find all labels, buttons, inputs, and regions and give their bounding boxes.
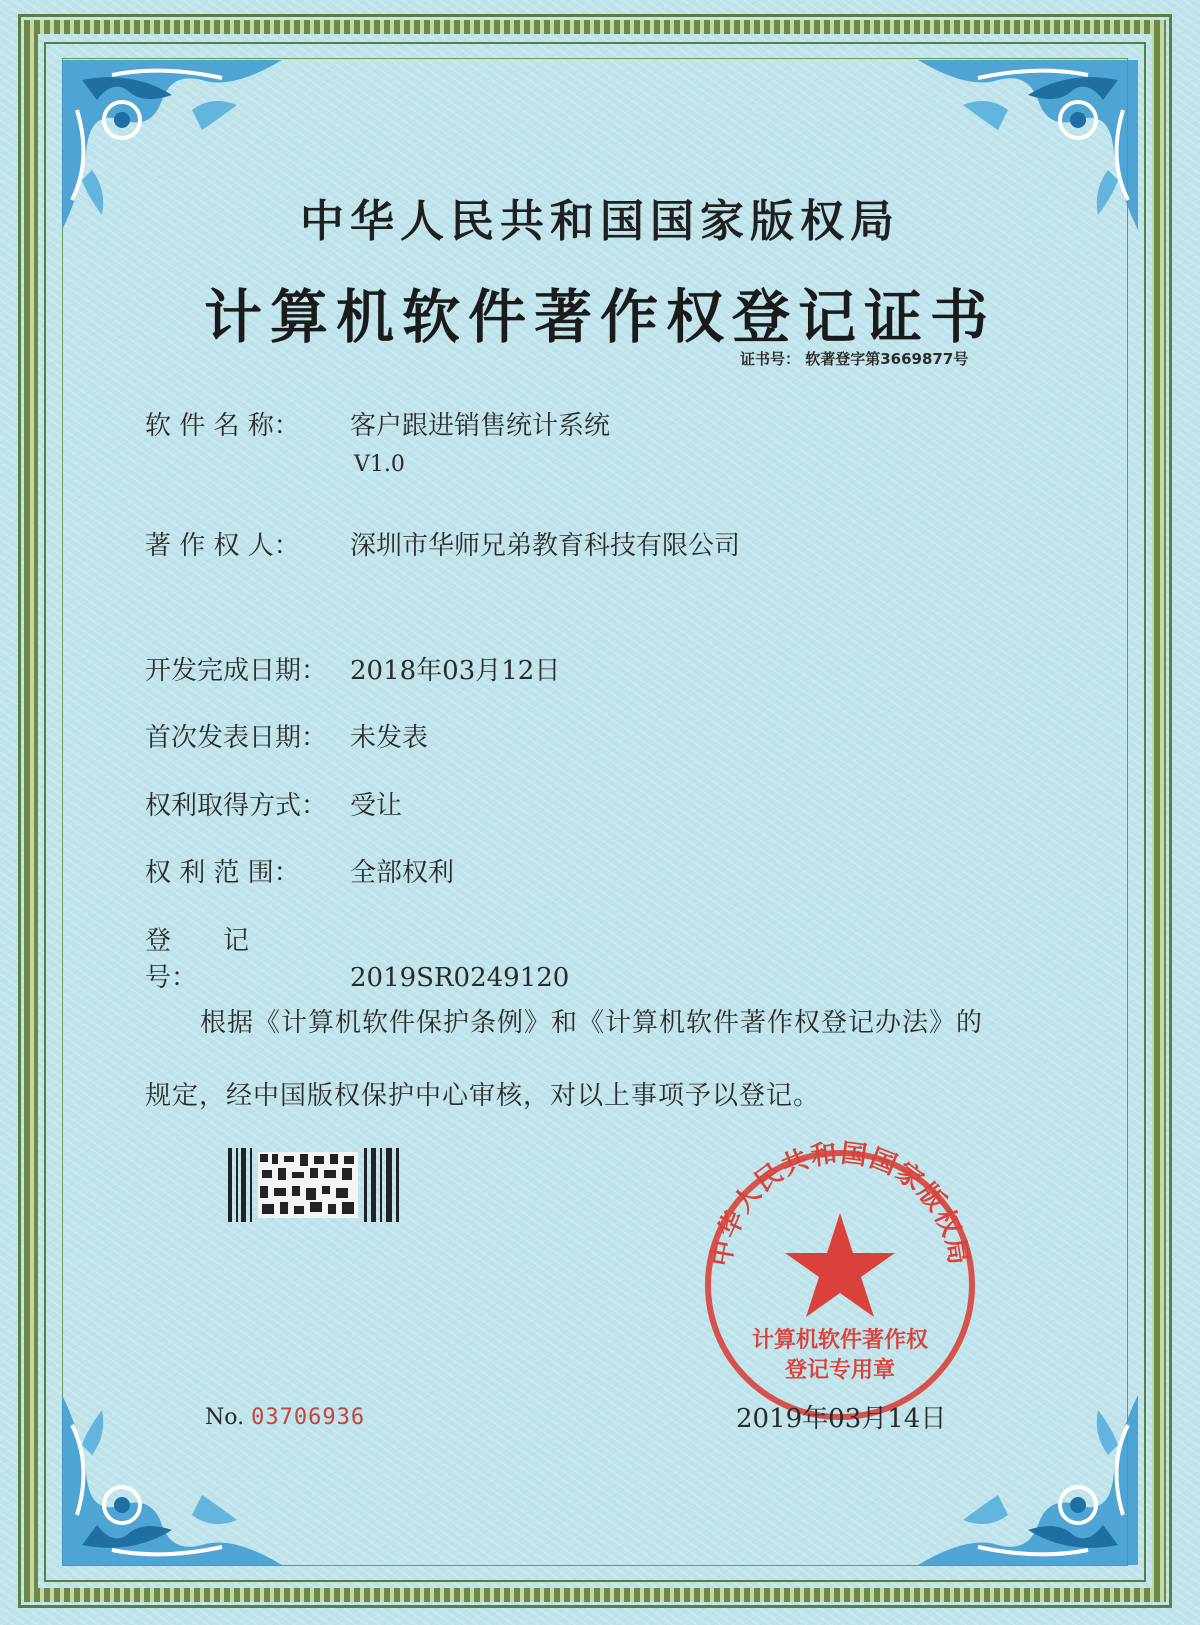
official-seal <box>690 1135 990 1435</box>
statement-line-2: 规定，经中国版权保护中心审核，对以上事项予以登记。 <box>145 1081 821 1111</box>
registration-value: 2019SR0249120 <box>350 963 570 993</box>
completion-date-value: 2018年03月12日 <box>350 656 561 686</box>
barcode-icon <box>228 1148 400 1222</box>
field-registration-number <box>145 920 569 994</box>
acquisition-label: 权利取得方式： <box>145 791 328 821</box>
copyright-owner-value: 深圳市华师兄弟教育科技有限公司 <box>350 531 741 561</box>
copyright-owner-label: 著 作 权 人： <box>145 531 300 561</box>
field-acquisition <box>145 785 402 822</box>
first-publication-value: 未发表 <box>350 723 429 753</box>
seal-star-icon <box>785 1213 895 1317</box>
field-first-publication <box>145 717 428 754</box>
serial-number: 03706936 <box>251 1405 366 1430</box>
scope-value: 全部权利 <box>350 858 455 888</box>
registration-label: 登 记 号： <box>145 926 302 993</box>
first-publication-label: 首次发表日期： <box>145 723 328 753</box>
seal-inner-line-2: 登记专用章 <box>784 1358 896 1383</box>
seal-inner-line-1: 计算机软件著作权 <box>751 1328 929 1353</box>
statement-line-1: 根据《计算机软件保护条例》和《计算机软件著作权登记办法》的 <box>200 1008 984 1038</box>
field-software-name <box>145 405 610 442</box>
completion-date-label: 开发完成日期： <box>145 656 328 686</box>
serial-line <box>205 1405 365 1430</box>
certificate-title: 计算机软件著作权登记证书 <box>203 283 996 351</box>
field-scope <box>145 852 454 889</box>
software-name-value: 客户跟进销售统计系统 <box>350 411 611 441</box>
issue-date: 2019年03月14日 <box>736 1404 947 1434</box>
field-copyright-owner <box>145 525 740 562</box>
seal-outer-text: 中华人民共和国国家版权局 <box>706 1138 974 1269</box>
certificate-number: 证书号： 软著登字第3669877号 <box>740 350 969 368</box>
scope-label: 权 利 范 围： <box>145 858 300 888</box>
field-completion-date <box>145 650 560 687</box>
acquisition-value: 受让 <box>350 791 403 821</box>
software-name-label: 软 件 名 称： <box>145 411 300 441</box>
serial-label: No. <box>205 1405 245 1430</box>
issuer-title: 中华人民共和国国家版权局 <box>300 196 900 247</box>
software-version: V1.0 <box>354 452 405 477</box>
